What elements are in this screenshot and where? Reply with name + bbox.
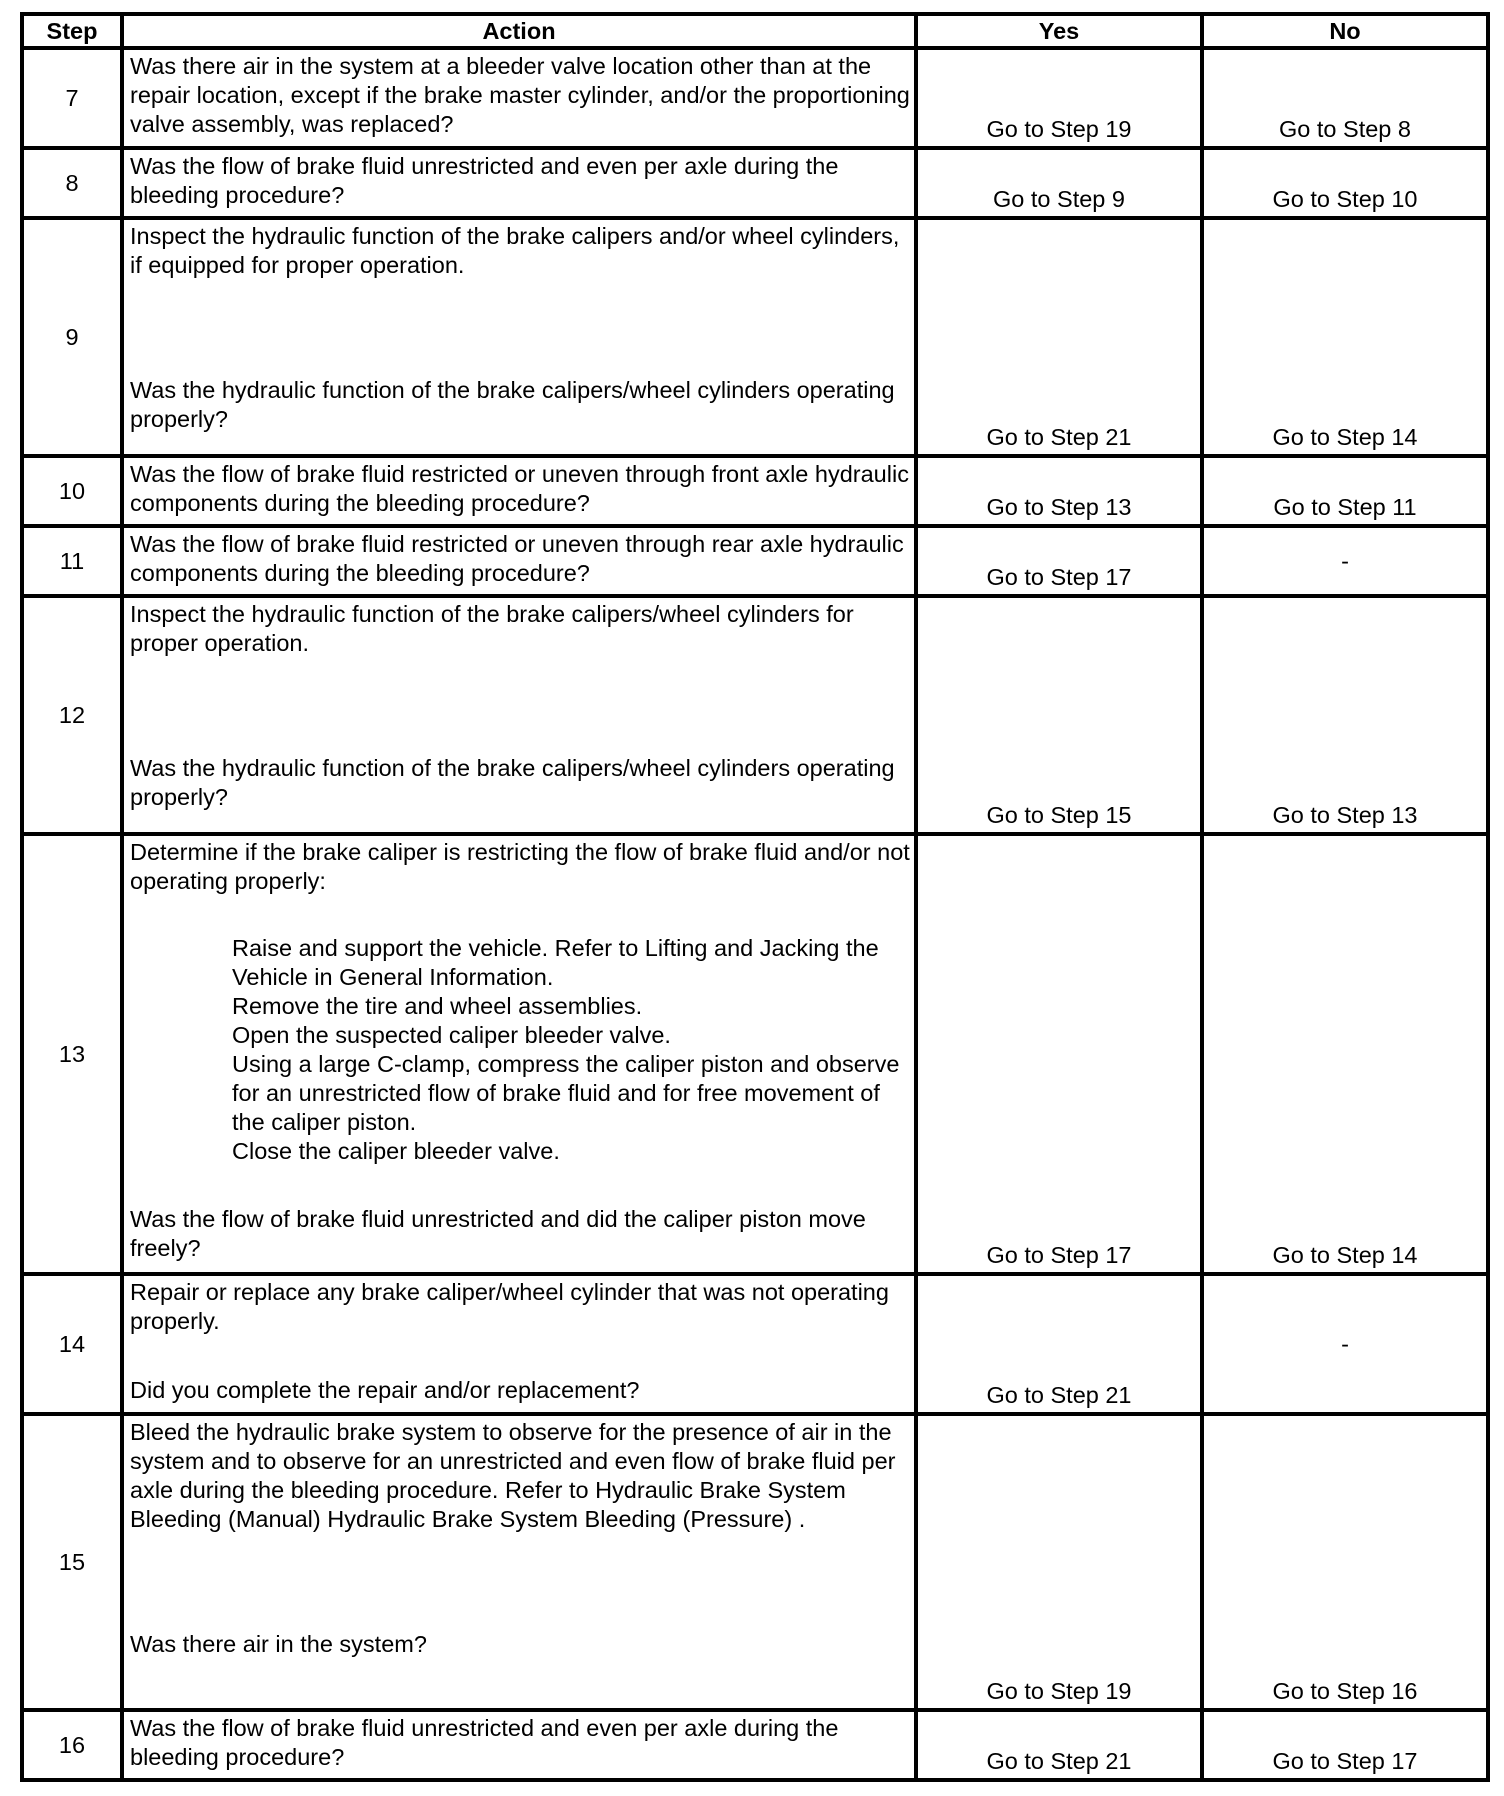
no-cell: Go to Step 11 — [1202, 456, 1488, 526]
no-cell: Go to Step 8 — [1202, 48, 1488, 148]
step-number: 14 — [22, 1274, 122, 1414]
action-cell — [122, 456, 916, 526]
action-question: Was the flow of brake fluid unrestricted and did the caliper piston move freely? — [130, 1206, 866, 1261]
header-step: Step — [22, 14, 122, 48]
yes-cell: Go to Step 17 — [916, 526, 1202, 596]
step-number: 9 — [22, 218, 122, 456]
yes-cell: Go to Step 19 — [916, 1414, 1202, 1710]
step-number: 15 — [22, 1414, 122, 1710]
yes-cell: Go to Step 17 — [916, 834, 1202, 1274]
action-instruction: Repair or replace any brake caliper/wheel cylinder that was not operating properly. — [130, 1279, 889, 1334]
yes-cell: Go to Step 21 — [916, 1710, 1202, 1780]
step-number: 11 — [22, 526, 122, 596]
action-question: Was there air in the system? — [130, 1631, 427, 1657]
list-item: Remove the tire and wheel assemblies. — [232, 993, 643, 1019]
no-cell: Go to Step 14 — [1202, 834, 1488, 1274]
action-cell — [122, 834, 916, 1274]
table-row-step-12 — [22, 596, 1488, 834]
action-text: Was the flow of brake fluid unrestricted and even per axle during the bleeding procedure? — [130, 153, 839, 208]
yes-cell: Go to Step 21 — [916, 218, 1202, 456]
yes-cell: Go to Step 15 — [916, 596, 1202, 834]
list-item: Using a large C-clamp, compress the caliper piston and observe for an unrestricted flow of brake fluid and for free movement of the caliper piston. — [232, 1051, 900, 1135]
no-cell: Go to Step 10 — [1202, 148, 1488, 218]
table-row-step-8 — [22, 148, 1488, 218]
list-item: Close the caliper bleeder valve. — [232, 1138, 560, 1164]
action-text: Was the flow of brake fluid restricted or uneven through front axle hydraulic components during the bleeding procedure? — [130, 461, 909, 516]
action-text: Was there air in the system at a bleeder valve location other than at the repair location, except if the brake master cylinder, and/or the proportioning valve assembly, was replaced? — [130, 53, 910, 137]
action-question: Was the hydraulic function of the brake calipers/wheel cylinders operating properly? — [130, 755, 895, 810]
action-cell — [122, 148, 916, 218]
header-action: Action — [122, 14, 916, 48]
list-item: Raise and support the vehicle. Refer to Lifting and Jacking the Vehicle in General Information. — [232, 935, 879, 990]
diagnostic-table — [20, 12, 1490, 1782]
header-yes: Yes — [916, 14, 1202, 48]
yes-cell: Go to Step 21 — [916, 1274, 1202, 1414]
action-text: Was the flow of brake fluid restricted or uneven through rear axle hydraulic components during the bleeding procedure? — [130, 531, 904, 586]
yes-cell: Go to Step 19 — [916, 48, 1202, 148]
step-number: 7 — [22, 48, 122, 148]
table-row-step-11 — [22, 526, 1488, 596]
no-cell: Go to Step 14 — [1202, 218, 1488, 456]
action-question: Did you complete the repair and/or replacement? — [130, 1377, 640, 1403]
action-cell — [122, 1274, 916, 1414]
yes-cell: Go to Step 9 — [916, 148, 1202, 218]
no-cell: - — [1202, 526, 1488, 596]
action-instruction: Inspect the hydraulic function of the brake calipers/wheel cylinders for proper operation. — [130, 601, 854, 656]
action-question: Was the hydraulic function of the brake calipers/wheel cylinders operating properly? — [130, 377, 895, 432]
action-text: Was the flow of brake fluid unrestricted and even per axle during the bleeding procedure? — [130, 1715, 839, 1770]
table-row-step-14 — [22, 1274, 1488, 1414]
yes-cell: Go to Step 13 — [916, 456, 1202, 526]
table-row-step-13 — [22, 834, 1488, 1274]
action-cell — [122, 48, 916, 148]
action-instruction: Bleed the hydraulic brake system to observe for the presence of air in the system and to observe for an unrestricted and even flow of brake fluid per axle during the bleeding procedure. Refer to Hydraulic Brake System Bleeding (Manual) Hydraulic Brake System Bleeding (Pressure) . — [130, 1419, 896, 1532]
table-row-step-10 — [22, 456, 1488, 526]
step-number: 13 — [22, 834, 122, 1274]
table-row-step-15 — [22, 1414, 1488, 1710]
step-number: 10 — [22, 456, 122, 526]
no-cell: Go to Step 13 — [1202, 596, 1488, 834]
substep-list — [130, 934, 910, 1166]
action-cell — [122, 526, 916, 596]
step-number: 8 — [22, 148, 122, 218]
step-number: 12 — [22, 596, 122, 834]
no-cell: - — [1202, 1274, 1488, 1414]
table-row-step-16 — [22, 1710, 1488, 1780]
header-row — [22, 14, 1488, 48]
table-row-step-7 — [22, 48, 1488, 148]
action-instruction: Inspect the hydraulic function of the brake calipers and/or wheel cylinders, if equipped for proper operation. — [130, 223, 900, 278]
table-row-step-9 — [22, 218, 1488, 456]
action-instruction: Determine if the brake caliper is restricting the flow of brake fluid and/or not operating properly: — [130, 839, 910, 894]
action-cell — [122, 596, 916, 834]
action-cell — [122, 1414, 916, 1710]
no-cell: Go to Step 16 — [1202, 1414, 1488, 1710]
header-no: No — [1202, 14, 1488, 48]
no-cell: Go to Step 17 — [1202, 1710, 1488, 1780]
list-item: Open the suspected caliper bleeder valve. — [232, 1022, 671, 1048]
action-cell — [122, 218, 916, 456]
action-cell — [122, 1710, 916, 1780]
step-number: 16 — [22, 1710, 122, 1780]
